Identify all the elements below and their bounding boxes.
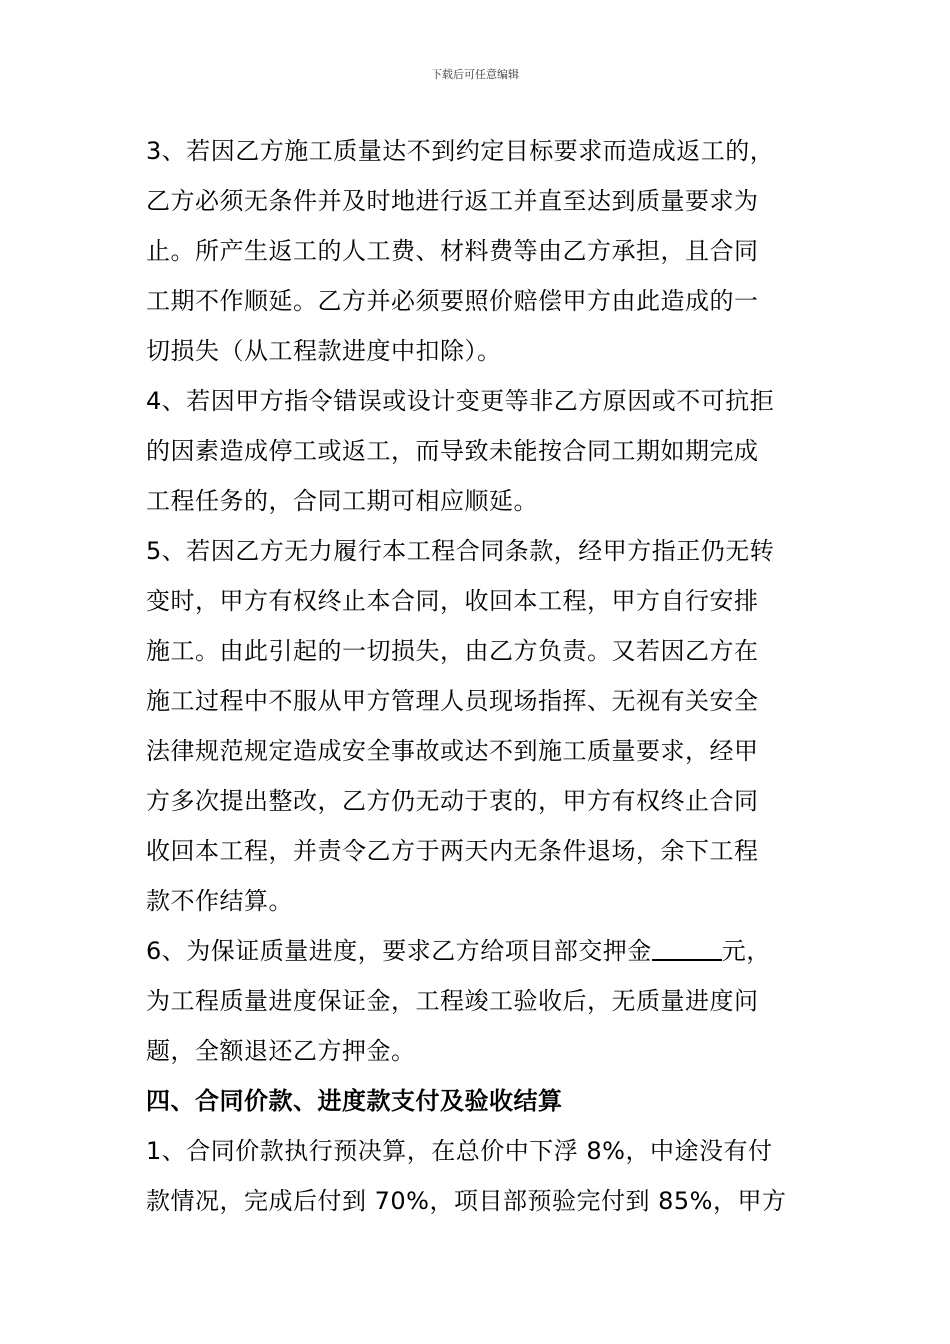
text-line: 3、若因乙方施工质量达不到约定目标要求而造成返工的， bbox=[146, 137, 775, 165]
deposit-unit: 元， bbox=[721, 937, 771, 965]
text-line: 乙方必须无条件并及时地进行返工并直至达到质量要求为 bbox=[146, 187, 759, 215]
text-line: 4、若因甲方指令错误或设计变更等非乙方原因或不可抗拒 bbox=[146, 387, 775, 415]
page-header: 下载后可任意编辑 bbox=[431, 68, 519, 81]
text-line: 变时，甲方有权终止本合同，收回本工程，甲方自行安排 bbox=[146, 587, 759, 615]
text-line: 题，全额退还乙方押金。 bbox=[146, 1037, 416, 1065]
deposit-text: 6、为保证质量进度，要求乙方给项目部交押金 bbox=[146, 937, 652, 965]
text-line: 法律规范规定造成安全事故或达不到施工质量要求，经甲 bbox=[146, 737, 759, 765]
text-line: 工期不作顺延。乙方并必须要照价赔偿甲方由此造成的一 bbox=[146, 287, 759, 315]
text-line: 止。所产生返工的人工费、材料费等由乙方承担，且合同 bbox=[146, 237, 759, 265]
text-line: 施工。由此引起的一切损失，由乙方负责。又若因乙方在 bbox=[146, 637, 759, 665]
text-line: 为工程质量进度保证金，工程竣工验收后，无质量进度问 bbox=[146, 987, 759, 1015]
text-line: 方多次提出整改，乙方仍无动于衷的，甲方有权终止合同 bbox=[146, 787, 759, 815]
text-line: 1、合同价款执行预决算，在总价中下浮 8%，中途没有付 bbox=[146, 1137, 773, 1165]
deposit-line bbox=[146, 926, 810, 976]
text-line: 工程任务的，合同工期可相应顺延。 bbox=[146, 487, 538, 515]
section-heading: 四、合同价款、进度款支付及验收结算 bbox=[146, 1087, 563, 1115]
text-line: 切损失（从工程款进度中扣除）。 bbox=[146, 337, 502, 365]
text-line: 款不作结算。 bbox=[146, 887, 293, 915]
text-line: 5、若因乙方无力履行本工程合同条款，经甲方指正仍无转 bbox=[146, 537, 775, 565]
deposit-amount-blank bbox=[652, 939, 722, 961]
text-line: 收回本工程，并责令乙方于两天内无条件退场，余下工程 bbox=[146, 837, 759, 865]
document-body bbox=[146, 126, 810, 1226]
text-line: 款情况，完成后付到 70%，项目部预验完付到 85%，甲方 bbox=[146, 1187, 787, 1215]
text-line: 的因素造成停工或返工，而导致未能按合同工期如期完成 bbox=[146, 437, 759, 465]
text-line: 施工过程中不服从甲方管理人员现场指挥、无视有关安全 bbox=[146, 687, 759, 715]
